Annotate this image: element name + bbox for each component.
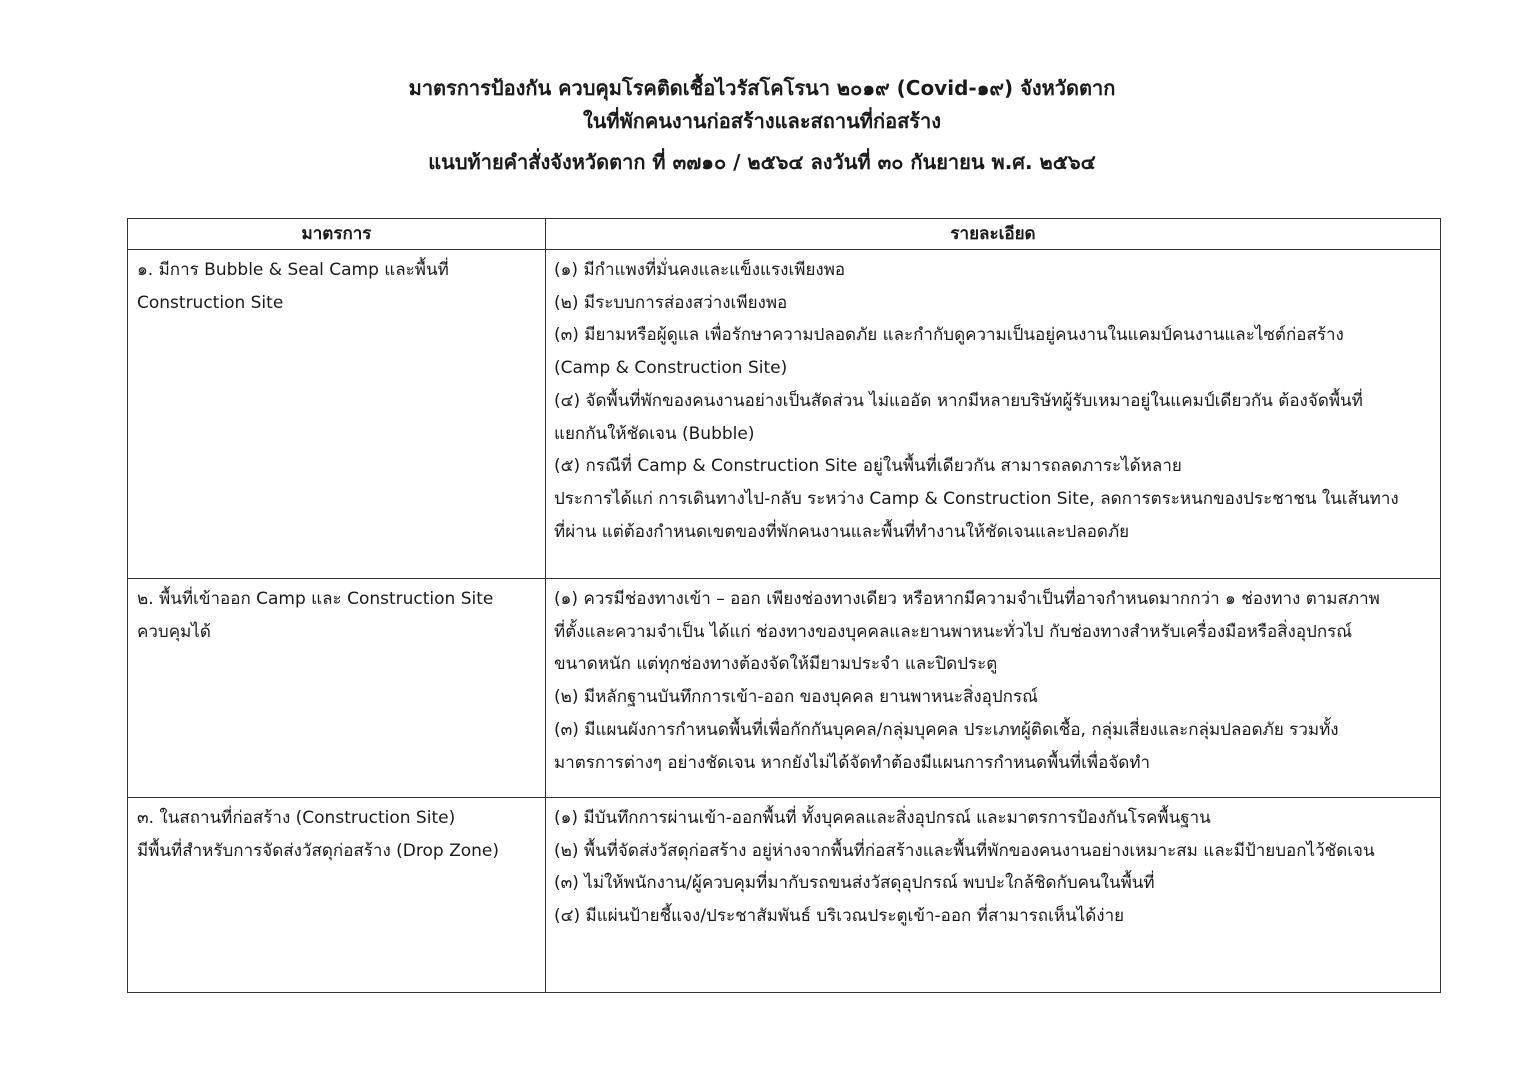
document-title-line-2: ในที่พักคนงานก่อสร้างและสถานที่ก่อสร้าง [582,109,942,133]
detail-line: ประการได้แก่ การเดินทางไป-กลับ ระหว่าง Camp & Construction Site, ลดการตระหนกของประชาชน ในเส้นทาง [554,488,1399,509]
detail-line: แยกกันให้ชัดเจน (Bubble) [554,423,755,444]
measure-cell [128,798,546,993]
detail-line: (Camp & Construction Site) [554,358,788,379]
detail-line: (๔) จัดพื้นที่พักของคนงานอย่างเป็นสัดส่วน ไม่แออัด หากมีหลายบริษัทผู้รับเหมาอยู่ในแคมป์เดียวกัน ต้องจัดพื้นที่ [554,390,1363,411]
detail-line: มาตรการต่างๆ อย่างชัดเจน หากยังไม่ได้จัดทำต้องมีแผนการกำหนดพื้นที่เพื่อจัดทำ [554,752,1151,773]
document-header [0,72,1524,179]
detail-line: (๒) มีระบบการส่องสว่างเพียงพอ [554,292,788,313]
detail-line: (๕) กรณีที่ Camp & Construction Site อยู่ในพื้นที่เดียวกัน สามารถลดภาระได้หลาย [554,456,1182,477]
detail-line: (๓) มียามหรือผู้ดูแล เพื่อรักษาความปลอดภัย และกำกับดูความเป็นอยู่คนงานในแคมป์คนงานและไซต์ก่อสร้าง [554,325,1344,346]
measure-cell [128,579,546,798]
detail-line: (๒) มีหลักฐานบันทึกการเข้า-ออก ของบุคคล ยานพาหนะสิ่งอุปกรณ์ [554,687,1038,708]
detail-line: (๑) ควรมีช่องทางเข้า – ออก เพียงช่องทางเดียว หรือหากมีความจำเป็นที่อาจกำหนดมากกว่า ๑ ช่องทาง ตามสภาพ [554,589,1380,609]
detail-cell [546,579,1441,798]
table-header-row [128,219,1441,250]
detail-line: ที่ผ่าน แต่ต้องกำหนดเขตของที่พักคนงานและพื้นที่ทำงานให้ชัดเจนและปลอดภัย [554,521,1130,542]
measure-text: ๒. พื้นที่เข้าออก Camp และ Construction Site ควบคุมได้ [137,589,494,642]
column-header-measure: มาตรการ [128,219,546,250]
detail-line: (๒) พื้นที่จัดส่งวัสดุก่อสร้าง อยู่ห่างจากพื้นที่ก่อสร้างและพื้นที่พักของคนงานอย่างเหมาะสม และมีป้ายบอกไว้ชัดเจน [554,840,1375,861]
detail-line: ขนาดหนัก แต่ทุกช่องทางต้องจัดให้มียามประจำ และปิดประตู [554,654,998,675]
detail-line: (๓) มีแผนผังการกำหนดพื้นที่เพื่อกักกันบุคคล/กลุ่มบุคคล ประเภทผู้ติดเชื้อ, กลุ่มเสี่ยงและกลุ่มปลอดภัย รวมทั้ง [554,719,1339,740]
detail-line: (๔) มีแผ่นป้ายชี้แจง/ประชาสัมพันธ์ บริเวณประตูเข้า-ออก ที่สามารถเห็นได้ง่าย [554,906,1125,927]
order-reference: แนบท้ายคำสั่งจังหวัดตาก ที่ ๓๗๑๐ / ๒๕๖๔ ลงวันที่ ๓๐ กันยายน พ.ศ. ๒๕๖๔ [428,150,1096,174]
measure-text: ๑. มีการ Bubble & Seal Camp และพื้นที่ Construction Site [137,260,449,313]
table-row [128,798,1441,993]
detail-line: (๑) มีบันทึกการผ่านเข้า-ออกพื้นที่ ทั้งบุคคลและสิ่งอุปกรณ์ และมาตรการป้องกันโรคพื้นฐาน [554,808,1211,828]
measure-cell [128,250,546,579]
table-row [128,579,1441,798]
column-header-details: รายละเอียด [546,219,1441,250]
detail-line: (๓) ไม่ให้พนักงาน/ผู้ควบคุมที่มากับรถขนส่งวัสดุอุปกรณ์ พบปะใกล้ชิดกับคนในพื้นที่ [554,873,1155,894]
document-title-line-1: มาตรการป้องกัน ควบคุมโรคติดเชื้อไวรัสโคโรนา ๒๐๑๙ (Covid-๑๙) จังหวัดตาก [408,76,1116,100]
measures-table [127,218,1441,993]
table-row [128,250,1441,579]
detail-line: (๑) มีกำแพงที่มั่นคงและแข็งแรงเพียงพอ [554,260,846,280]
measure-text: ๓. ในสถานที่ก่อสร้าง (Construction Site) มีพื้นที่สำหรับการจัดส่งวัสดุก่อสร้าง (Drop Zone) [137,808,500,861]
detail-cell [546,250,1441,579]
detail-cell [546,798,1441,993]
detail-line: ที่ตั้งและความจำเป็น ได้แก่ ช่องทางของบุคคลและยานพาหนะทั่วไป กับช่องทางสำหรับเครื่องมือหรือสิ่งอุปกรณ์ [554,621,1353,642]
